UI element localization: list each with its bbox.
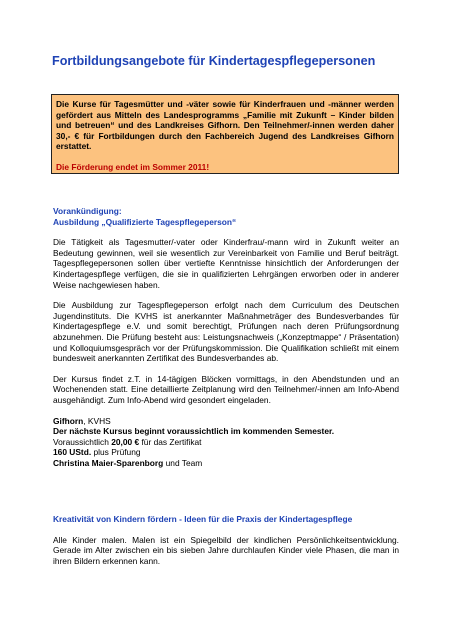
page-title: Fortbildungsangebote für Kindertagespflegepersonen xyxy=(52,54,376,68)
creativity-heading: Kreativität von Kindern fördern - Ideen für die Praxis der Kindertagespflege xyxy=(53,514,353,524)
announcement-paragraph-1: Die Tätigkeit als Tagesmutter/-vater oder Kinderfrau/-mann wird in Zukunft weiter an Bedeutung gewinnen, weil sie wesentlich zur Vereinbarkeit von Familie und Beruf beiträgt. Tagespflegepersonen sollen über vertiefte Kenntnisse hinsichtlich der Anforderungen der Kindertagespflege verfügen, die sie in qualifizierten Lehrgängen erworben oder in anderer Weise nachgewiesen haben. xyxy=(53,237,399,290)
price-value: 20,00 € xyxy=(111,436,140,447)
course-hours xyxy=(53,447,399,458)
announcement-paragraph-3: Der Kursus findet z.T. in 14-tägigen Blöcken vormittags, in den Abendstunden und an Wochenenden statt. Eine detaillierte Zeitplanung wird den Teilnehmer/-innen am Info-Abend ausgehändigt. Zum Info-Abend wird gesondert eingeladen. xyxy=(53,373,399,405)
next-course-notice: Der nächste Kursus beginnt voraussichtlich im kommenden Semester. xyxy=(53,426,335,437)
location-name: Gifhorn xyxy=(53,415,84,426)
course-contact xyxy=(53,458,399,469)
price-suffix: für das Zertifikat xyxy=(139,436,202,447)
location-detail: , KVHS xyxy=(83,415,111,426)
contact-suffix: und Team xyxy=(163,457,203,468)
creativity-paragraph: Alle Kinder malen. Malen ist ein Spiegelbild der kindlichen Persönlichkeitsentwicklung. Gerade im Alter zwischen ein bis sieben Jahre durchlaufen Kinder viele Phasen, die man in ihren Bildern erkennen kann. xyxy=(53,534,399,566)
contact-name: Christina Maier-Sparenborg xyxy=(53,457,164,468)
funding-end-notice: Die Förderung endet im Sommer 2011! xyxy=(56,161,210,172)
price-prefix: Voraussichtlich xyxy=(53,436,112,447)
announcement-heading: Ausbildung „Qualifizierte Tagespflegeperson“ xyxy=(53,216,237,227)
funding-notice-box xyxy=(51,94,399,174)
funding-notice-text: Die Kurse für Tagesmütter und -väter sowie für Kinderfrauen und -männer werden gefördert aus Mitteln des Landesprogramms „Familie mit Zukunft – Kinder bilden und betreuen“ und des Landkreises Gifhorn. Den Teilnehmer/-innen werden daher 30,- € für Fortbildungen durch den Fachbereich Jugend des Landkreises Gifhorn erstattet. xyxy=(56,99,394,151)
hours-suffix: plus Prüfung xyxy=(91,447,141,458)
hours-value: 160 UStd. xyxy=(53,447,92,458)
creativity-section xyxy=(53,514,399,566)
announcement-label: Vorankündigung: xyxy=(53,206,122,216)
announcement-section xyxy=(53,206,399,468)
announcement-paragraph-2: Die Ausbildung zur Tagespflegeperson erfolgt nach dem Curriculum des Deutschen Jugendinstituts. Die KVHS ist anerkannter Maßnahmeträger des Bundesverbandes für Kindertagespflege e.V. und somit berechtigt, Prüfungen nach deren Prüfungsordnung abzunehmen. Die Prüfung besteht aus: Leistungsnachweis („Konzeptmappe“ / Präsentation) und Kolloquiumsgespräch vor der Prüfungskommission. Die Qualifikation schließt mit einem bundesweit anerkannten Zertifikat des Bundesverbandes ab. xyxy=(53,300,399,364)
course-location xyxy=(53,416,399,427)
course-price xyxy=(53,437,399,448)
